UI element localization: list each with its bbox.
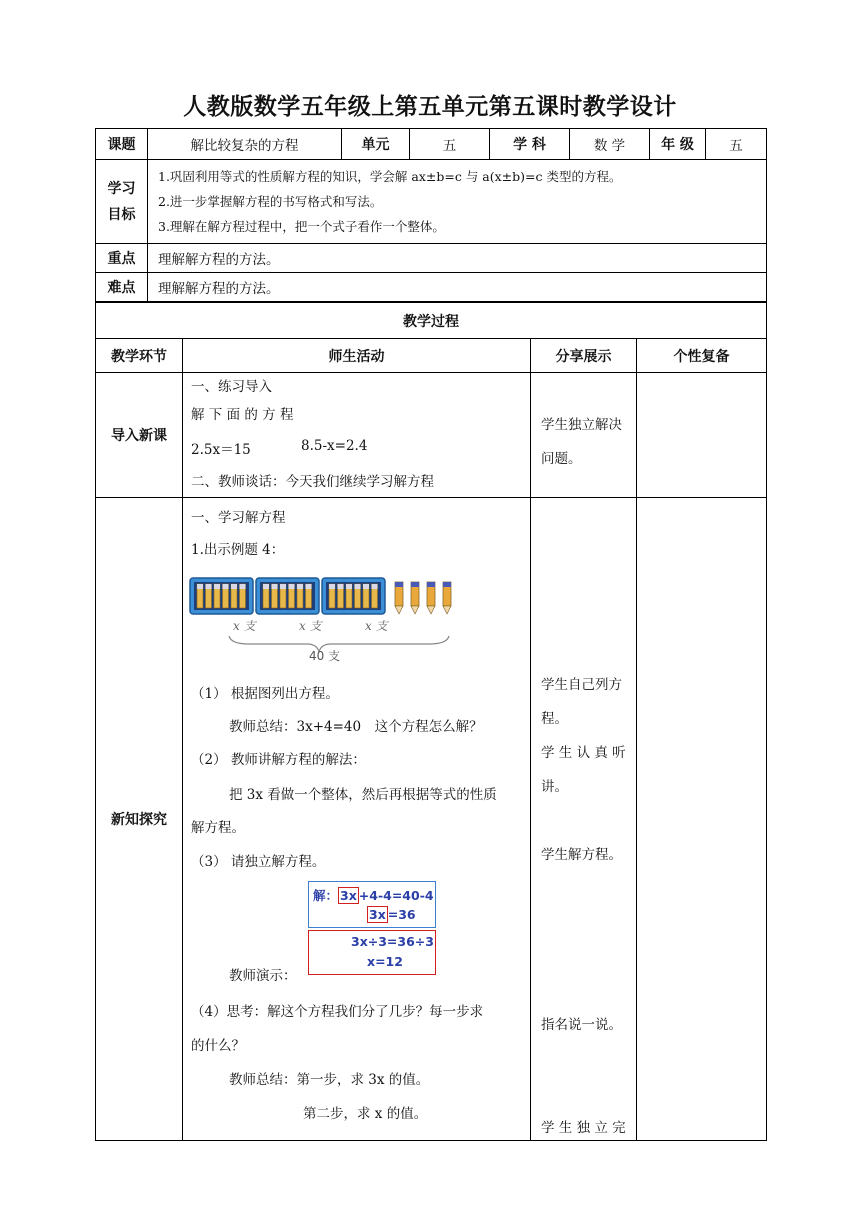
stage-intro: 导入新课 <box>96 373 183 498</box>
teacher-summary-2: 第二步，求 x 的值。 <box>303 1106 428 1122</box>
objective-item: 2.进一步掌握解方程的书写格式和写法。 <box>158 194 383 209</box>
explore-activities <box>183 498 531 1141</box>
intro-line: 解 下 面 的 方 程 <box>191 407 294 423</box>
key-point-value: 理解解方程的方法。 <box>148 244 767 273</box>
loose-pencil <box>395 582 403 614</box>
intro-line: 二、教师谈话：今天我们继续学习解方程 <box>191 474 434 490</box>
teaching-process-table <box>95 302 767 1141</box>
unit-label: 单元 <box>342 129 410 160</box>
intro-equation: 2.5x＝15 <box>191 442 251 458</box>
total-label: 40 支 <box>309 649 341 662</box>
example-label: 1.出示例题 4： <box>191 542 285 558</box>
solution-box-red: 3x÷3=36÷3 x=12 <box>308 930 436 975</box>
box-count-label: x 支 <box>233 619 256 633</box>
explore-heading: 一、学习解方程 <box>191 510 286 526</box>
intro-share: 学生独立解决 问题。 <box>531 373 637 498</box>
intro-activities <box>183 373 531 498</box>
boxed-term: 3x <box>340 888 357 903</box>
lesson-info-table <box>95 128 767 302</box>
solution-box-blue: 解： 3x +4-4=40-4 3x =36 <box>308 881 436 928</box>
pencil-box-figure <box>189 570 479 662</box>
teacher-summary-2: 教师总结：第一步，求 3x 的值。 <box>229 1072 430 1088</box>
intro-equation: 8.5-x=2.4 <box>301 438 368 454</box>
difficult-point-label: 难点 <box>96 273 148 302</box>
box-count-label: x 支 <box>299 619 322 633</box>
key-point-label: 重点 <box>96 244 148 273</box>
column-header: 教学环节 <box>96 339 183 373</box>
page-title: 人教版数学五年级上第五单元第五课时教学设计 <box>183 94 677 120</box>
loose-pencil <box>427 582 435 614</box>
box-count-label: x 支 <box>365 619 388 633</box>
explore-share: 学生自己列方 程。 学 生 认 真 听 讲。 学生解方程。 指名说一说。 学 生 独 立 完 <box>531 498 637 1141</box>
explore-personal-notes <box>637 498 767 1141</box>
subject-label: 学 科 <box>490 129 570 160</box>
objectives-list <box>148 160 767 244</box>
pencil-box <box>256 578 319 614</box>
step-2: （2） 教师讲解方程的解法： <box>191 752 366 768</box>
loose-pencil <box>411 582 419 614</box>
intro-line: 一、练习导入 <box>191 379 272 395</box>
column-header: 个性复备 <box>637 339 767 373</box>
pencil-box <box>190 578 253 614</box>
step-1: （1） 根据图列出方程。 <box>191 686 339 702</box>
grade-value: 五 <box>706 129 767 160</box>
think-question: 的什么？ <box>191 1038 245 1054</box>
topic-label: 课题 <box>96 129 148 160</box>
boxed-term: 3x <box>369 907 386 922</box>
stage-explore: 新知探究 <box>96 498 183 1141</box>
column-header: 分享展示 <box>531 339 637 373</box>
objectives-label: 学习 目标 <box>96 160 148 244</box>
column-header: 师生活动 <box>183 339 531 373</box>
process-title: 教学过程 <box>96 303 767 339</box>
teacher-demo: 教师演示： <box>229 968 297 984</box>
subject-value: 数 学 <box>570 129 650 160</box>
unit-value: 五 <box>410 129 490 160</box>
pencil-box <box>322 578 385 614</box>
objective-item: 3.理解在解方程过程中，把一个式子看作一个整体。 <box>158 219 445 234</box>
step-3: （3） 请独立解方程。 <box>191 854 326 870</box>
topic-value: 解比较复杂的方程 <box>148 129 342 160</box>
think-question: （4）思考：解这个方程我们分了几步？每一步求 <box>191 1004 484 1020</box>
difficult-point-value: 理解解方程的方法。 <box>148 273 767 302</box>
method-line: 把 3x 看做一个整体，然后再根据等式的性质 <box>229 787 497 803</box>
grade-label: 年 级 <box>650 129 706 160</box>
method-line: 解方程。 <box>191 820 245 836</box>
loose-pencil <box>443 582 451 614</box>
intro-personal-notes <box>637 373 767 498</box>
teacher-summary-1: 教师总结：3x+4=40 这个方程怎么解？ <box>229 719 483 735</box>
objective-item: 1.巩固利用等式的性质解方程的知识，学会解 ax±b=c 与 a(x±b)=c 类型的方程。 <box>158 169 622 184</box>
